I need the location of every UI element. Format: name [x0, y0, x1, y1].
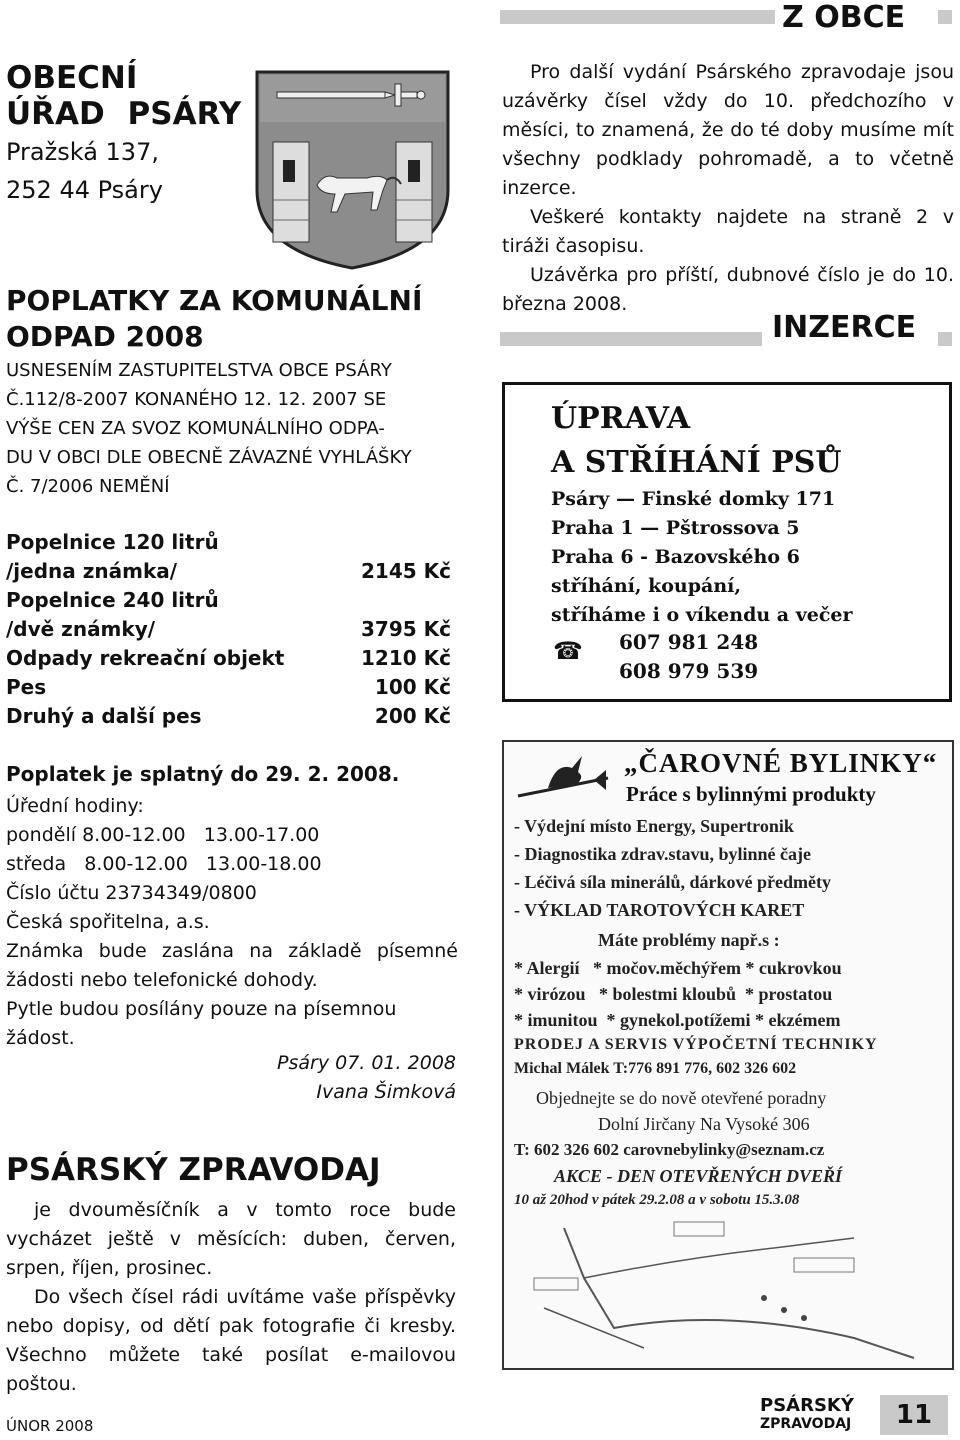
herb-ad-problem: * imunitou * gynekol.potížemi * ekzémem	[514, 1010, 841, 1030]
fees-title-line2: ODPAD 2008	[6, 320, 204, 353]
stamp-note: Známka bude zaslána na základě písemné žádosti nebo telefonické dohody.	[6, 940, 458, 991]
deadline-paragraph1: Pro další vydání Psárského zpravodaje jsou uzávěrky čísel vždy do 10. předchozího v měsíci, to znamená, že do té doby musíme mít všechny podklady pohromadě, a to včetně inzerce.	[502, 61, 954, 199]
resolution-line: Č. 7/2006 NEMĚNÍ	[6, 476, 170, 497]
herb-ad-invite2: Dolní Jirčany Na Vysoké 306	[598, 1114, 810, 1134]
office-hours	[6, 792, 458, 1053]
fee-value: 2145 Kč	[361, 559, 451, 583]
dog-ad-lines	[551, 485, 853, 630]
fee-row	[6, 704, 451, 728]
fee-label: Odpady rekreační objekt	[6, 646, 285, 670]
newsletter-paragraph2: Do všech čísel rádi uvítáme vaše příspěvky nebo dopisy, od dětí pak fotografie či kresby. Všechno můžete také posílat e-mailovou poštou.	[6, 1286, 456, 1395]
header-square	[938, 10, 952, 24]
fee-label: Popelnice 240 litrů	[6, 588, 219, 612]
dog-ad-line: Praha 6 - Bazovského 6	[551, 546, 800, 568]
dog-ad-line: stříhání, koupání,	[551, 575, 741, 597]
herb-ad-contact: Michal Málek T:776 891 776, 602 326 602	[514, 1060, 797, 1077]
herb-ad-item: - VÝKLAD TAROTOVÝCH KARET	[514, 900, 805, 920]
dog-ad-title1: ÚPRAVA	[551, 401, 690, 436]
herb-ad-problem: * Alergií * močov.měchýřem * cukrovkou	[514, 958, 842, 978]
hours-wednesday: středa 8.00-12.00 13.00-18.00	[6, 853, 322, 875]
fee-value: 100 Kč	[374, 675, 451, 699]
fee-value: 200 Kč	[374, 704, 451, 728]
herb-ad-problems-title: Máte problémy např.s :	[598, 930, 780, 950]
resolution-line: Č.112/8-2007 KONANÉHO 12. 12. 2007 SE	[6, 389, 387, 410]
herb-ad-item: - Léčivá síla minerálů, dárkové předměty	[514, 872, 831, 892]
footer-magazine-line1: PSÁRSKÝ	[760, 1395, 854, 1416]
ads-header-square	[938, 332, 952, 346]
newsletter-title: PSÁRSKÝ ZPRAVODAJ	[6, 1152, 381, 1188]
fees-title-line1: POPLATKY ZA KOMUNÁLNÍ	[6, 284, 423, 317]
hours-title: Úřední hodiny:	[6, 795, 144, 817]
fee-value: 1210 Kč	[361, 646, 451, 670]
herb-ad-phone-email: T: 602 326 602 carovnebylinky@seznam.cz	[514, 1140, 825, 1159]
fee-label: Popelnice 120 litrů	[6, 530, 219, 554]
herb-ad-item: - Diagnostika zdrav.stavu, bylinné čaje	[514, 844, 812, 864]
resolution-line: DU V OBCI DLE OBECNĚ ZÁVAZNÉ VYHLÁŠKY	[6, 447, 412, 468]
ads-header-rule	[500, 332, 762, 346]
newsletter-paragraph1: je dvouměsíčník a v tomto roce bude vycházet ještě v měsících: duben, červen, srpen, říjen, prosinec.	[6, 1199, 456, 1279]
fee-row	[6, 530, 451, 554]
witch-icon	[512, 748, 612, 808]
coat-of-arms-icon	[255, 70, 450, 270]
deadline-paragraph2: Veškeré kontakty najdete na straně 2 v tiráži časopisu.	[502, 206, 954, 257]
bags-note: Pytle budou posílány pouze na písemnou žádost.	[6, 998, 397, 1049]
dog-ad-title2: A STŘÍHÁNÍ PSŮ	[551, 445, 842, 480]
fee-label: /jedna známka/	[6, 559, 178, 583]
herb-ad-problem: * virózou * bolestmi kloubů * prostatou	[514, 984, 833, 1004]
deadline-paragraph3: Uzávěrka pro příští, dubnové číslo je do 10. března 2008.	[502, 264, 954, 315]
hours-monday: pondělí 8.00-12.00 13.00-17.00	[6, 824, 320, 846]
bank-name: Česká spořitelna, a.s.	[6, 911, 210, 933]
page-number: 11	[895, 1400, 933, 1430]
fee-row	[6, 675, 451, 699]
herb-ad-invite1: Objednejte se do nově otevřené poradny	[536, 1088, 827, 1108]
ads-header: INZERCE	[772, 310, 917, 345]
herb-ad-service: PRODEJ A SERVIS VÝPOČETNÍ TECHNIKY	[514, 1036, 878, 1053]
bank-account: Číslo účtu 23734349/0800	[6, 882, 257, 904]
office-address1: Pražská 137,	[6, 138, 159, 166]
resolution-line: USNESENÍM ZASTUPITELSTVA OBCE PSÁRY	[6, 360, 392, 381]
footer-issue: ÚNOR 2008	[6, 1417, 94, 1435]
dog-ad-line: stříháme i o víkendu a večer	[551, 604, 853, 626]
fee-row	[6, 588, 451, 612]
newsletter-body	[6, 1196, 456, 1399]
page-number-box	[880, 1395, 948, 1435]
footer-magazine-line2: ZPRAVODAJ	[760, 1416, 852, 1432]
fee-value: 3795 Kč	[361, 617, 451, 641]
fee-row	[6, 617, 451, 641]
fee-row	[6, 646, 451, 670]
fee-label: Druhý a další pes	[6, 704, 202, 728]
sign-date: Psáry 07. 01. 2008	[277, 1052, 456, 1074]
header-rule	[500, 10, 775, 24]
office-address2: 252 44 Psáry	[6, 176, 163, 204]
fees-resolution	[6, 356, 458, 501]
dog-ad-phone1: 607 981 248	[619, 630, 759, 654]
deadline-body	[502, 58, 954, 319]
sign-name: Ivana Šimková	[316, 1081, 456, 1103]
dog-ad-line: Psáry — Finské domky 171	[551, 488, 836, 510]
herb-ad-item: - Výdejní místo Energy, Supertronik	[514, 816, 794, 836]
map-icon	[524, 1218, 934, 1363]
herb-ad-event-dates: 10 až 20hod v pátek 29.2.08 a v sobotu 15.3.08	[514, 1192, 800, 1208]
phone-icon: ☎	[553, 637, 583, 665]
fee-row	[6, 559, 451, 583]
fee-label: Pes	[6, 675, 47, 699]
dog-ad-phone2: 608 979 539	[619, 659, 759, 683]
resolution-line: VÝŠE CEN ZA SVOZ KOMUNÁLNÍHO ODPA-	[6, 418, 385, 439]
office-title-line1: OBECNÍ	[6, 60, 138, 96]
herb-ad-event: AKCE - DEN OTEVŘENÝCH DVEŘÍ	[554, 1166, 843, 1186]
fees-due: Poplatek je splatný do 29. 2. 2008.	[6, 762, 400, 786]
section-header: Z OBCE	[782, 0, 906, 35]
dog-ad-line: Praha 1 — Pštrossova 5	[551, 517, 800, 539]
herb-ad-subtitle: Práce s bylinnými produkty	[626, 782, 876, 806]
herb-ad-title: „ČAROVNÉ BYLINKY“	[624, 748, 938, 778]
dog-grooming-ad	[502, 382, 952, 702]
fee-label: /dvě známky/	[6, 617, 156, 641]
herb-ad	[502, 740, 954, 1370]
office-title-line2: ÚŘAD PSÁRY	[6, 96, 242, 132]
